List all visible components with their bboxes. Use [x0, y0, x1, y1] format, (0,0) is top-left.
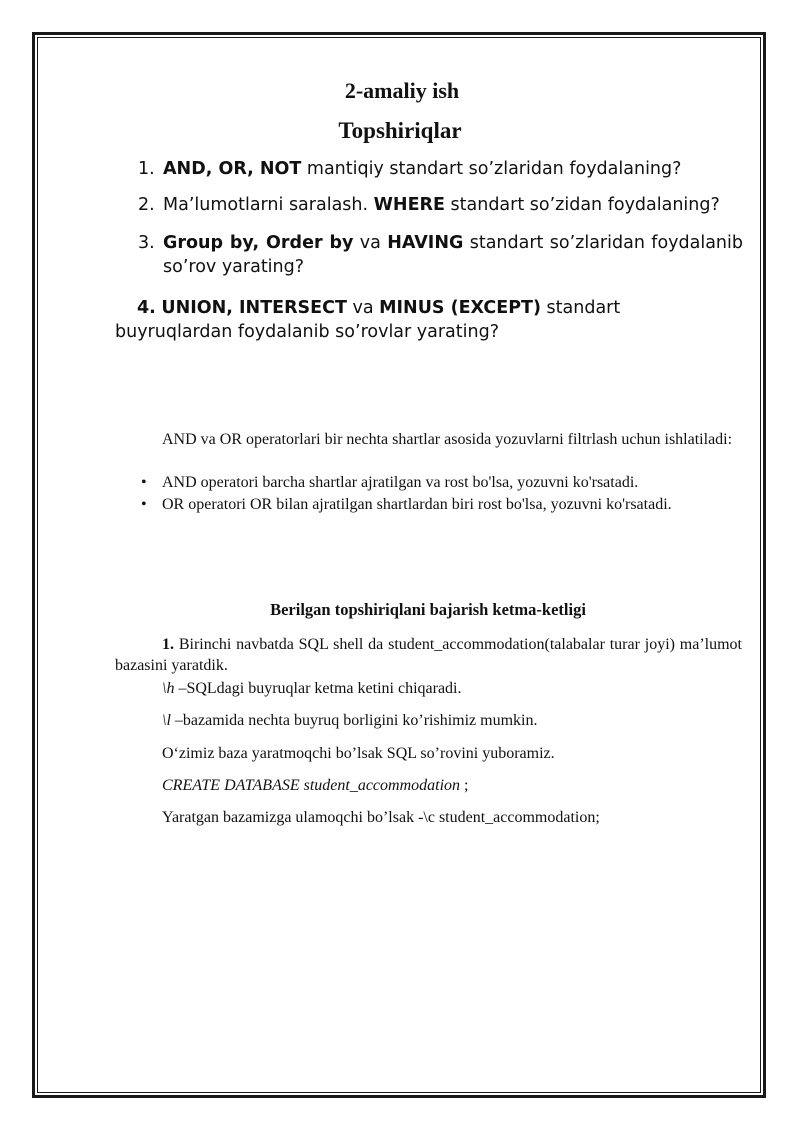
bullet-dot-icon: •	[141, 496, 147, 513]
task-text: Ma’lumotlarni saralash.	[163, 195, 374, 215]
task-keywords: AND, OR, NOT	[163, 159, 302, 179]
connect-db-line: Yaratgan bazamizga ulamoqchi bo’lsak -\c student_accommodation;	[162, 809, 600, 826]
task-item-4	[115, 296, 740, 344]
step-paragraph	[115, 634, 742, 676]
intro-paragraph: AND va OR operatorlari bir nechta shartlar asosida yozuvlarni filtrlash uchun ishlatiladi:	[162, 431, 733, 448]
task-item-2	[138, 193, 743, 217]
command-l-line	[162, 710, 742, 731]
command-key: \l	[162, 712, 171, 729]
sql-terminator: ;	[460, 777, 469, 794]
bullet-text: AND operatori barcha shartlar ajratilgan va rost bo'lsa, yozuvni ko'rsatadi.	[162, 474, 639, 491]
task-item-3	[138, 231, 743, 279]
bullet-dot-icon: •	[141, 474, 147, 491]
sql-create-line	[162, 775, 742, 796]
bullet-text: OR operatori OR bilan ajratilgan shartlardan biri rost bo'lsa, yozuvni ko'rsatadi.	[162, 496, 672, 513]
task-text: mantiqiy standart so’zlaridan foydalaning?	[301, 159, 682, 179]
task-keywords: WHERE	[373, 195, 445, 215]
command-desc: –SQLdagi buyruqlar ketma ketini chiqaradi.	[174, 680, 462, 697]
task-text: va	[353, 233, 388, 253]
section-heading: Berilgan topshiriqlani bajarish ketma-ketligi	[270, 600, 586, 619]
command-key: \h	[162, 680, 175, 697]
task-keywords: MINUS (EXCEPT)	[379, 298, 541, 318]
task-number: 4.	[137, 298, 156, 318]
task-keywords: UNION, INTERSECT	[161, 298, 347, 318]
task-number: 2.	[138, 195, 155, 215]
task-text: standart so’zlaridan foydalanib so’rov yarating?	[163, 233, 743, 277]
task-text: va	[346, 298, 380, 318]
step-number: 1.	[162, 636, 174, 653]
task-keywords: HAVING	[387, 233, 464, 253]
task-keywords: Group by, Order by	[163, 233, 354, 253]
task-text: standart buyruqlardan foydalanib so’rovlar yarating?	[115, 298, 621, 342]
step-text: Birinchi navbatda SQL shell da student_accommodation(talabalar turar joyi) ma’lumot bazasini yaratdik.	[115, 636, 742, 674]
task-item-1	[138, 157, 743, 181]
page-title: 2-amaliy ish	[344, 78, 460, 103]
create-db-instruction: O‘zimiz baza yaratmoqchi bo’lsak SQL so’rovini yuboramiz.	[162, 745, 555, 762]
sql-statement: CREATE DATABASE student_accommodation	[162, 777, 461, 794]
bullet-item	[141, 494, 742, 515]
task-text: standart so’zidan foydalaning?	[444, 195, 720, 215]
task-number: 3.	[138, 233, 155, 253]
bullet-item	[141, 472, 742, 493]
page-subtitle: Topshiriqlar	[338, 118, 462, 143]
command-desc: –bazamida nechta buyruq borligini ko’rishimiz mumkin.	[170, 712, 538, 729]
task-number: 1.	[138, 159, 155, 179]
command-h-line	[162, 678, 742, 699]
